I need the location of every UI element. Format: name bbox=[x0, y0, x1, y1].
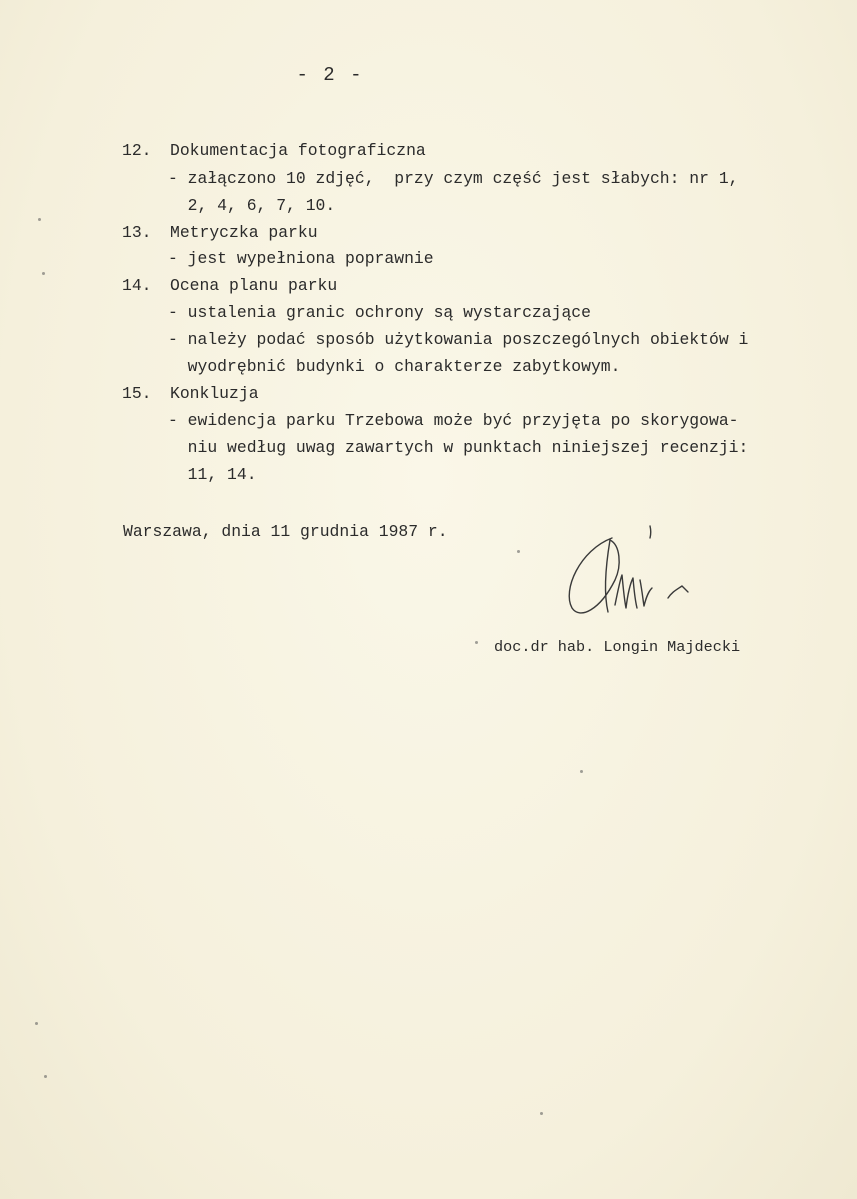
scan-speck bbox=[35, 1022, 38, 1025]
section-13-title: Metryczka parku bbox=[170, 223, 318, 242]
section-15-title: Konkluzja bbox=[170, 384, 259, 403]
section-15-line-1: - ewidencja parku Trzebowa może być przyjęta po skorygowa- bbox=[168, 411, 739, 430]
scan-speck bbox=[42, 272, 45, 275]
section-14-line-1: - ustalenia granic ochrony są wystarczające bbox=[168, 303, 591, 322]
section-15-line-3: 11, 14. bbox=[168, 465, 257, 484]
scan-speck bbox=[517, 550, 520, 553]
section-12-line-2: 2, 4, 6, 7, 10. bbox=[168, 196, 336, 215]
section-12-line-1: - załączono 10 zdjęć, przy czym część jest słabych: nr 1, bbox=[168, 169, 739, 188]
date-line: Warszawa, dnia 11 grudnia 1987 r. bbox=[123, 522, 448, 541]
scan-speck bbox=[38, 218, 41, 221]
section-14-line-2: - należy podać sposób użytkowania poszczególnych obiektów i bbox=[168, 330, 749, 349]
section-15-number: 15. bbox=[122, 384, 152, 403]
section-13-line-1: - jest wypełniona poprawnie bbox=[168, 249, 434, 268]
section-14-line-3: wyodrębnić budynki o charakterze zabytkowym. bbox=[168, 357, 621, 376]
section-15-line-2: niu według uwag zawartych w punktach niniejszej recenzji: bbox=[168, 438, 749, 457]
scan-speck bbox=[580, 770, 583, 773]
scan-speck bbox=[475, 641, 478, 644]
page-number: - 2 - bbox=[296, 64, 364, 86]
signer-name: doc.dr hab. Longin Majdecki bbox=[494, 638, 741, 656]
scan-speck bbox=[44, 1075, 47, 1078]
section-14-title: Ocena planu parku bbox=[170, 276, 338, 295]
scan-speck bbox=[540, 1112, 543, 1115]
section-13-number: 13. bbox=[122, 223, 152, 242]
section-12-number: 12. bbox=[122, 141, 152, 160]
handwritten-signature bbox=[560, 520, 720, 630]
section-12-title: Dokumentacja fotograficzna bbox=[170, 141, 426, 160]
section-14-number: 14. bbox=[122, 276, 152, 295]
